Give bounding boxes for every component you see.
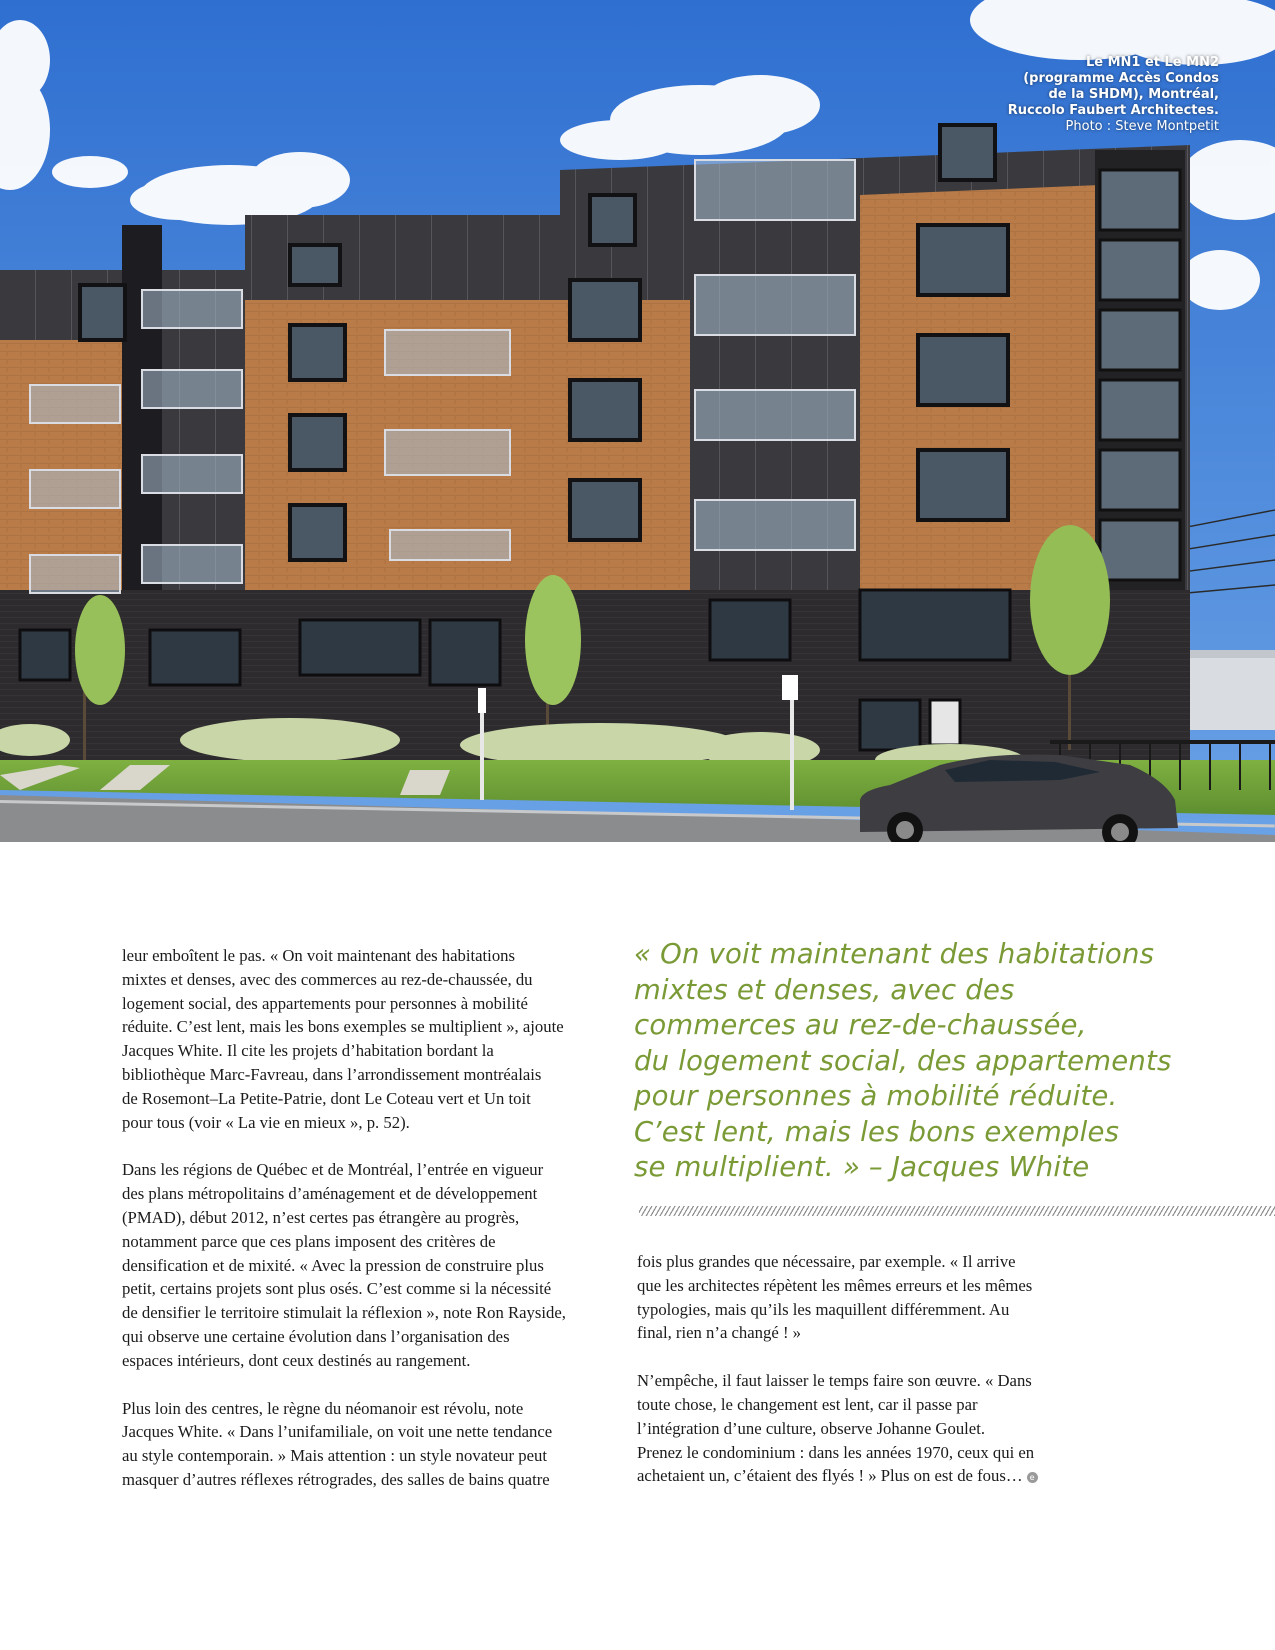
hatched-divider [639, 1206, 1275, 1216]
caption-line: (programme Accès Condos [1023, 71, 1219, 86]
paragraph-text: N’empêche, il faut laisser le temps faire son œuvre. « Dans toute chose, le changement est lent, car il passe par l’intégration d’une culture, observe Johanne Goulet. Prenez le condominium : dans les années 1970, ceux qui en achetaient un, c’étaient des flyés ! » Plus on est de fous… [637, 1371, 1035, 1486]
photo-caption [919, 55, 1219, 135]
paragraph-last [637, 1369, 1107, 1488]
photo-credit: Photo : Steve Montpetit [1065, 119, 1219, 134]
article-column-left [122, 944, 597, 1516]
paragraph: fois plus grandes que nécessaire, par exemple. « Il arrive que les architectes répètent les mêmes erreurs et les mêmes typologies, mais qu’ils les maquillent différemment. Au final, rien n’a changé ! » [637, 1252, 1033, 1343]
caption-line: Ruccolo Faubert Architectes. [1007, 103, 1219, 118]
paragraph: leur emboîtent le pas. « On voit maintenant des habitations mixtes et denses, avec des commerces au rez-de-chaussée, du logement social, des appartements pour personnes à mobilité réduite. C’est lent, mais les bons exemples se multiplient », ajoute Jacques White. Il cite les projets d’habitation bordant la bibliothèque Marc-Favreau, dans l’arrondissement montréalais de Rosemont–La Petite-Patrie, dont Le Coteau vert et Un toit pour tous (voir « La vie en mieux », p. 52). [122, 946, 564, 1132]
paragraph: Plus loin des centres, le règne du néomanoir est révolu, note Jacques White. « Dans l’unifamiliale, on voit une nette tendance au style contemporain. » Mais attention : un style novateur peut masquer d’autres réflexes rétrogrades, des salles de bains quatre [122, 1398, 553, 1489]
paragraph: Dans les régions de Québec et de Montréal, l’entrée en vigueur des plans métropolitains d’aménagement et de développement (PMAD), début 2012, n’est certes pas étrangère au progrès, notamment parce que ces plans imposent des critères de densification et de mixité. « Avec la pression de construire plus petit, certains projets sont plus osés. C’est comme si la nécessité de densifier le territoire stimulait la réflexion », note Ron Rayside, qui observe une certaine évolution dans l’organisation des espaces intérieurs, dont ceux destinés au rangement. [122, 1160, 566, 1370]
end-of-article-icon: e [1027, 1472, 1038, 1483]
article-column-right [637, 1250, 1107, 1512]
caption-line: Le MN1 et Le MN2 [1085, 55, 1219, 70]
pull-quote: « On voit maintenant des habitations mixtes et denses, avec des commerces au rez-de-chaussée, du logement social, des appartements pour personnes à mobilité réduite. C’est lent, mais les bons exemples se multiplient. » – Jacques White [634, 938, 1172, 1183]
caption-line: de la SHDM), Montréal, [1048, 87, 1219, 102]
